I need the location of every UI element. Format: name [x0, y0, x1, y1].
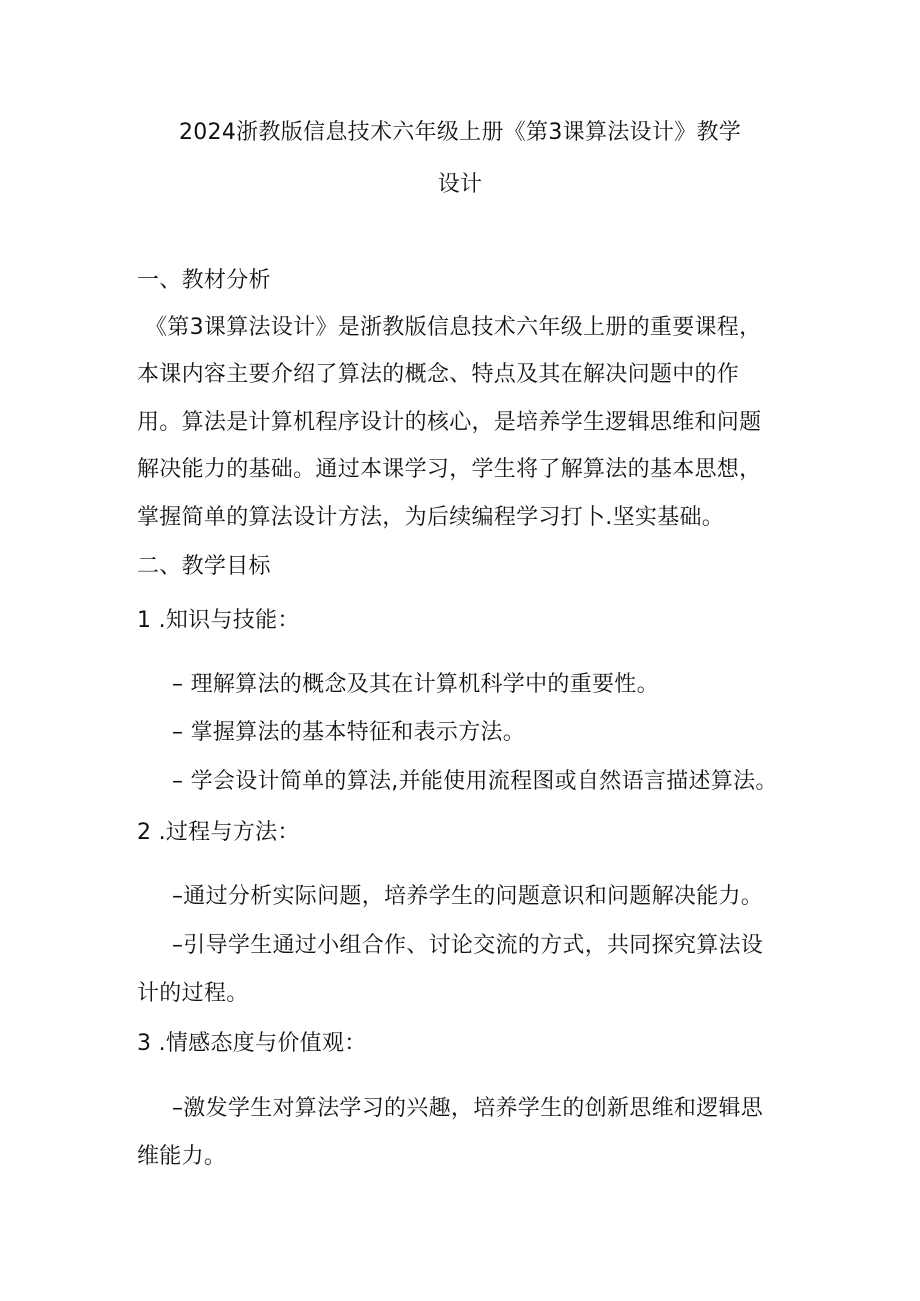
paragraph-line: 解决能力的基础。通过本课学习，学生将了解算法的基本思想，: [137, 457, 762, 482]
goal-item: – 理解算法的概念及其在计算机科学中的重要性。: [172, 672, 659, 697]
goal-item: – 掌握算法的基本特征和表示方法。: [172, 720, 526, 745]
section-heading-teaching-goals: 二、教学目标: [137, 554, 271, 579]
document-title-line-1: 2024浙教版信息技术六年级上册《第3课算法设计》教学: [178, 120, 742, 145]
goal-heading-knowledge-skills: 1 .知识与技能：: [137, 608, 300, 633]
goal-item-continuation: 维能力。: [137, 1144, 227, 1169]
goal-item: –引导学生通过小组合作、讨论交流的方式，共同探究算法设: [172, 933, 764, 958]
goal-heading-emotion-values: 3 .情感态度与价值观：: [137, 1031, 367, 1056]
section-heading-textbook-analysis: 一、教材分析: [137, 268, 271, 293]
goal-heading-process-methods: 2 .过程与方法：: [137, 820, 300, 845]
goal-item: – 学会设计简单的算法,并能使用流程图或自然语言描述算法。: [172, 769, 778, 794]
paragraph-line: 《第3课算法设计》是浙教版信息技术六年级上册的重要课程，: [145, 315, 762, 340]
document-title-line-2: 设计: [437, 172, 483, 197]
goal-item-continuation: 计的过程。: [137, 981, 249, 1006]
goal-item: –激发学生对算法学习的兴趣，培养学生的创新思维和逻辑思: [172, 1096, 764, 1121]
paragraph-line: 本课内容主要介绍了算法的概念、特点及其在解决问题中的作: [137, 362, 740, 387]
goal-item: –通过分析实际问题，培养学生的问题意识和问题解决能力。: [172, 884, 764, 909]
paragraph-line: 掌握简单的算法设计方法，为后续编程学习打卜.坚实基础。: [137, 505, 725, 530]
paragraph-line: 用。算法是计算机程序设计的核心，是培养学生逻辑思维和问题: [137, 410, 762, 435]
